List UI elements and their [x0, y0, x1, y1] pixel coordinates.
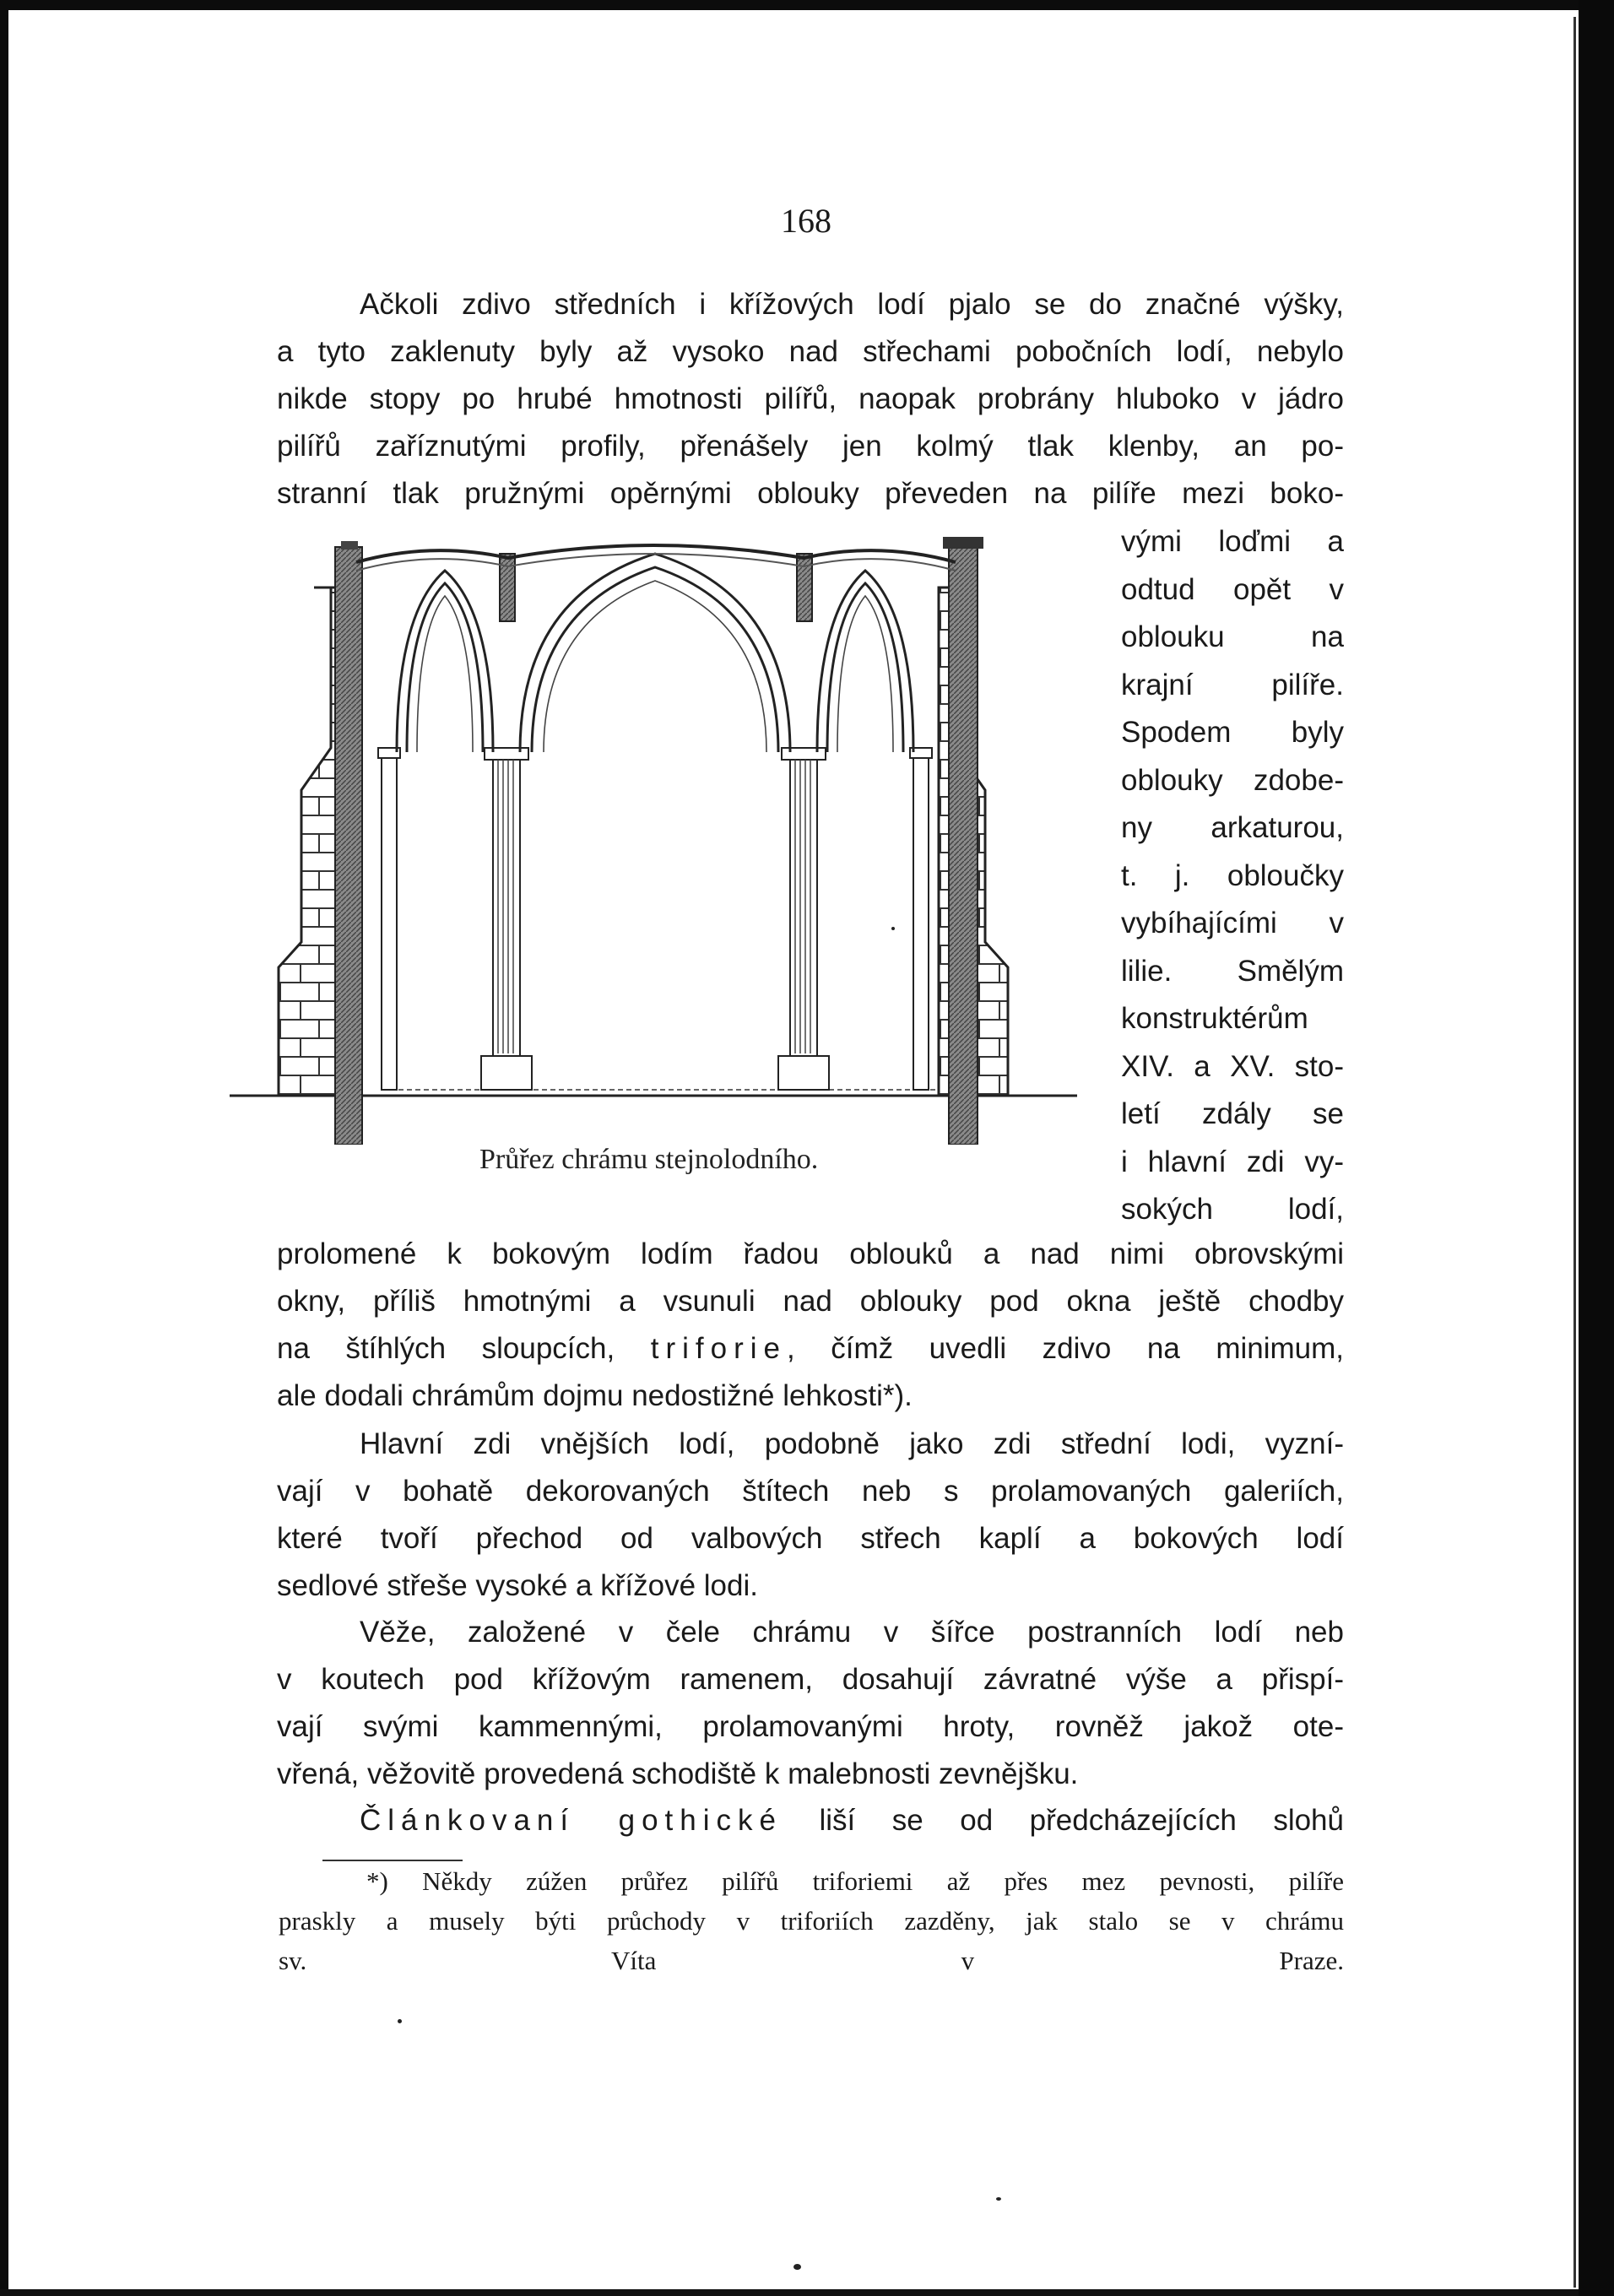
text-line: Věže, založené v čele chrámu v šířce postranních lodí neb: [360, 1616, 1344, 1649]
text-line: XIV. a XV. sto-: [1121, 1049, 1344, 1083]
text-line: Hlavní zdi vnějších lodí, podobně jako zdi střední lodi, vyzní-: [360, 1427, 1344, 1460]
text-line: vřená, věžovitě provedená schodiště k malebnosti zevnějšku.: [277, 1757, 1079, 1790]
scan-speck: [891, 927, 895, 930]
text-line: i hlavní zdi vy-: [1121, 1145, 1344, 1178]
figure-caption: Průřez chrámu stejnolodního.: [479, 1144, 819, 1175]
text-line: okny, příliš hmotnými a vsunuli nad oblouky pod okna ještě chodby: [277, 1285, 1344, 1318]
text-line-with-spaced-term: [277, 1325, 1344, 1373]
paragraph-2: [277, 1421, 1344, 1610]
scan-border-top: [0, 0, 1614, 10]
spaced-term: triforie: [650, 1332, 788, 1365]
text-line: vými loďmi a: [1121, 525, 1344, 558]
paragraph-1: [277, 281, 1344, 517]
text-line: odtud opět v: [1121, 572, 1344, 606]
text-line: t. j. obloučky: [1121, 858, 1344, 892]
footnote-line: sv. Víta v Praze.: [279, 1946, 1344, 1975]
page-number: 168: [781, 202, 831, 240]
text-fragment: liší se od předcházejících slohů: [782, 1804, 1344, 1837]
paragraph-4: [277, 1797, 1344, 1844]
text-line-with-spaced-term: [277, 1797, 1344, 1844]
text-line: vají svými kammennými, prolamovanými hroty, rovněž jakož ote-: [277, 1710, 1344, 1743]
text-line: lilie. Smělým: [1121, 954, 1344, 988]
footnote: [279, 1861, 1344, 1980]
scan-speck: [398, 2019, 402, 2023]
text-line: oblouku na: [1121, 620, 1344, 653]
text-line: Spodem byly: [1121, 716, 1344, 749]
footnote-line: praskly a musely býti průchody v trifоriích zazděny, jak stalo se v chrámu: [279, 1906, 1344, 1936]
text-line: vají v bohatě dekorovaných štítech neb s prolamovaných galeriích,: [277, 1475, 1344, 1508]
spaced-term: Článkovaní gothické: [360, 1804, 783, 1837]
scan-border-right: [1579, 0, 1614, 2296]
text-line: sedlové střeše vysoké a křížové lodi.: [277, 1569, 758, 1602]
text-line: ale dodali chrámům dojmu nedostižné lehkosti*).: [277, 1379, 913, 1412]
text-line: nikde stopy po hrubé hmotnosti pilířů, naopak probrány hluboko v jádro: [277, 382, 1344, 415]
scan-border-bottom: [0, 2289, 1614, 2296]
gothic-hall-church-cross-section-icon: [230, 537, 1081, 1145]
text-line: ny arkaturou,: [1121, 811, 1344, 844]
side-text-column: [1121, 518, 1344, 1234]
scan-border-right-edge: [1573, 17, 1576, 2288]
footnote-line: *) Někdy zúžen průřez pilířů trifоriemi až přes mez pevnosti, pilíře: [366, 1866, 1344, 1896]
text-line: které tvoří přechod od valbových střech kaplí a bokových lodí: [277, 1522, 1344, 1555]
text-fragment: , čímž uvedli zdivo na minimum,: [787, 1332, 1345, 1365]
text-fragment: na štíhlých sloupcích,: [277, 1332, 651, 1365]
text-line: stranní tlak pružnými opěrnými oblouky převeden na pilíře mezi boko-: [277, 477, 1344, 510]
cross-section-figure: [230, 537, 1081, 1145]
text-line: vybíhajícími v: [1121, 907, 1344, 940]
text-line: oblouky zdobe-: [1121, 763, 1344, 797]
text-line: konstruktérům: [1121, 1002, 1308, 1035]
paragraph-3: [277, 1609, 1344, 1798]
text-line: krajní pilíře.: [1121, 668, 1344, 701]
text-line: prolomené k bokovým lodím řadou oblouků a nad nimi obrovskými: [277, 1237, 1344, 1270]
text-line: a tyto zaklenuty byly až vysoko nad střechami pobočních lodí, nebylo: [277, 335, 1344, 368]
text-line: v koutech pod křížovým ramenem, dosahují závratné výše a přispí-: [277, 1663, 1344, 1696]
scan-speck: [793, 2264, 801, 2270]
paragraph-1-continued: [277, 1231, 1344, 1420]
scan-speck: [996, 2197, 1001, 2201]
text-line: sokých lodí,: [1121, 1193, 1344, 1226]
text-line: letí zdály se: [1121, 1097, 1344, 1130]
scan-border-left: [0, 0, 8, 2296]
text-line: Ačkoli zdivo středních i křížových lodí pjalo se do značné výšky,: [360, 288, 1344, 321]
text-line: pilířů zaříznutými profily, přenášely jen kolmý tlak klenby, an po-: [277, 430, 1344, 463]
